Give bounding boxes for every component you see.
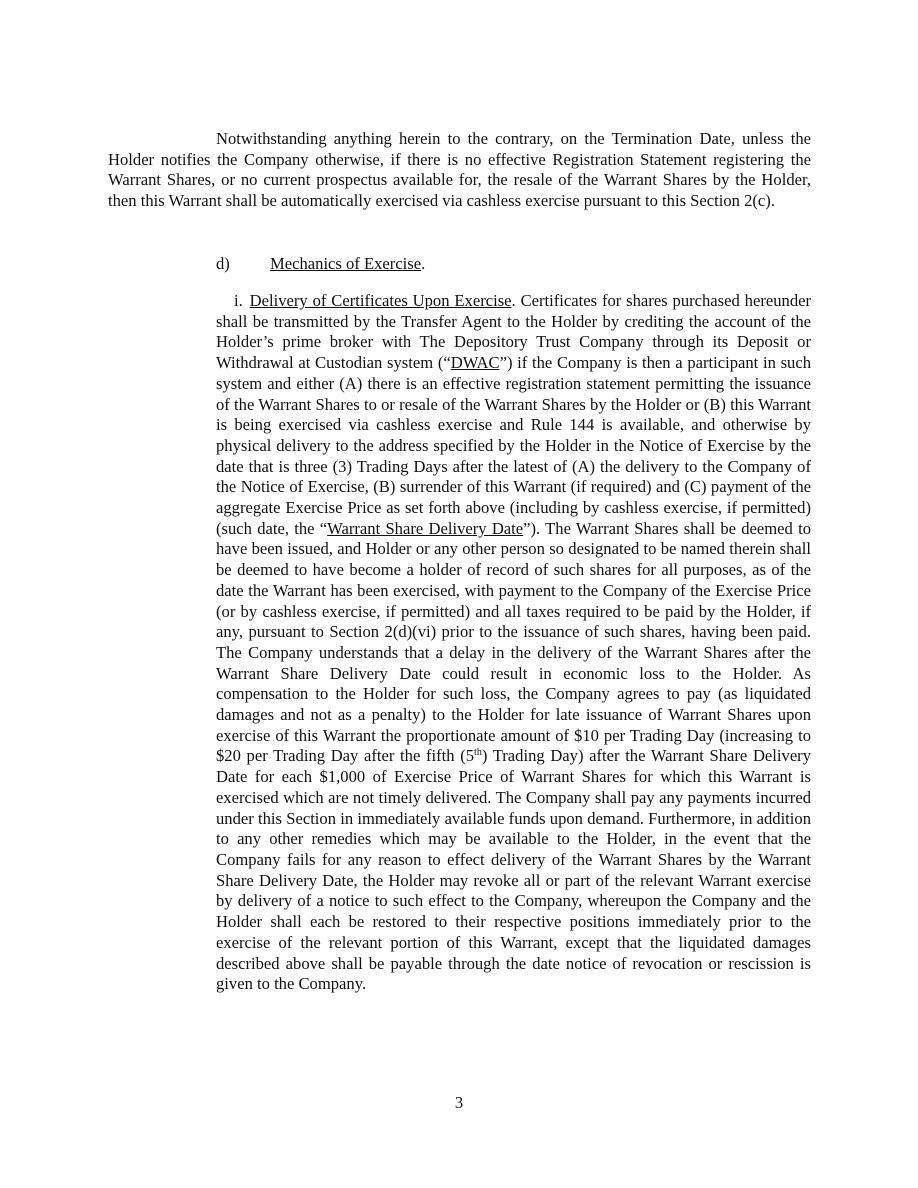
subsection-title: Delivery of Certificates Upon Exercise <box>249 291 512 310</box>
delivery-of-certificates-paragraph: i. Delivery of Certificates Upon Exercise. Certificates for shares purchased hereunder shall be transmitted by the Transfer Agent to the Holder by crediting the account of the Holder’s prime broker with The Depository Trust Company through its Deposit or Withdrawal at Custodian system (“DWAC”) if the Company is then a participant in such system and either (A) there is an effective registration statement permitting the issuance of the Warrant Shares to or resale of the Warrant Shares by the Holder or (B) this Warrant is being exercised via cashless exercise and Rule 144 is available, and otherwise by physical delivery to the address specified by the Holder in the Notice of Exercise by the date that is three (3) Trading Days after the latest of (A) the delivery to the Company of the Notice of Exercise, (B) surrender of this Warrant (if required) and (C) payment of the aggregate Exercise Price as set forth above (including by cashless exercise, if permitted) (such date, the “Warrant Share Delivery Date”). The Warrant Shares shall be deemed to have been issued, and Holder or any other person so designated to be named therein shall be deemed to have become a holder of record of such shares for all purposes, as of the date the Warrant has been exercised, with payment to the Company of the Exercise Price (or by cashless exercise, if permitted) and all taxes required to be paid by the Holder, if any, pursuant to Section 2(d)(vi) prior to the issuance of such shares, having been paid. The Company understands that a delay in the delivery of the Warrant Shares after the Warrant Share Delivery Date could result in economic loss to the Holder. As compensation to the Holder for such loss, the Company agrees to pay (as liquidated damages and not as a penalty) to the Holder for late issuance of Warrant Shares upon exercise of this Warrant the proportionate amount of $10 per Trading Day (increasing to $20 per Trading Day after the fifth (5th) Trading Day) after the Warrant Share Delivery Date for each $1,000 of Exercise Price of Warrant Shares for which this Warrant is exercised which are not timely delivered. The Company shall pay any payments incurred under this Section in immediately available funds upon demand. Furthermore, in addition to any other remedies which may be available to the Holder, in the event that the Company fails for any reason to effect delivery of the Warrant Shares by the Warrant Share Delivery Date, the Holder may revoke all or part of the relevant Warrant exercise by delivery of a notice to such effect to the Company, whereupon the Company and the Holder shall each be restored to their respective positions immediately prior to the exercise of the relevant portion of this Warrant, except that the liquidated damages described above shall be payable through the date notice of revocation or rescission is given to the Company. <box>216 291 812 994</box>
section-d-title: Mechanics of Exercise <box>270 254 422 273</box>
termination-date-paragraph: Notwithstanding anything herein to the contrary, on the Termination Date, unless the Holder notifies the Company otherwise, if there is no effective Registration Statement registering the Warrant Shares, or no current prospectus available for, the resale of the Warrant Shares by the Holder, then this Warrant shall be automatically exercised via cashless exercise pursuant to this Section 2(c). <box>108 129 811 211</box>
subsection-text-3: ”). The Warrant Shares shall be deemed to have been issued, and Holder or any other person so designated to be named therein shall be deemed to have become a holder of record of such shares for all purposes, as of the date the Warrant has been exercised, with payment to the Company of the Exercise Price (or by cashless exercise, if permitted) and all taxes required to be paid by the Holder, if any, pursuant to Section 2(d)(vi) prior to the issuance of such shares, having been paid. The Company understands that a delay in the delivery of the Warrant Shares after the Warrant Share Delivery Date could result in economic loss to the Holder. As compensation to the Holder for such loss, the Company agrees to pay (as liquidated damages and not as a penalty) to the Holder for late issuance of Warrant Shares upon exercise of this Warrant the proportionate amount of $10 per Trading Day (increasing to $20 per Trading Day after the fifth (5 <box>216 518 812 766</box>
subsection-text-1: Certificates for shares purchased hereunder shall be transmitted by the Transfer Agent to the Holder by crediting the account of the Holder’s prime broker with The Depository Trust Company through its Deposit or Withdrawal at Custodian system (“ <box>216 291 812 373</box>
delivery-date-term: Warrant Share Delivery Date <box>327 518 524 538</box>
dwac-term: DWAC <box>450 353 500 373</box>
subsection-text-2: ”) if the Company is then a participant in such system and either (A) there is an effective registration statement permitting the issuance of the Warrant Shares to or resale of the Warrant Shares by the Holder or (B) this Warrant is being exercised via cashless exercise and Rule 144 is available, and otherwise by physical delivery to the address specified by the Holder in the Notice of Exercise by the date that is three (3) Trading Days after the latest of (A) the delivery to the Company of the Notice of Exercise, (B) surrender of this Warrant (if required) and (C) payment of the aggregate Exercise Price as set forth above (including by cashless exercise, if permitted) (such date, the “ <box>216 353 812 538</box>
section-d-letter: d) <box>216 254 230 273</box>
superscript-th: th <box>474 747 482 759</box>
subsection-number: i. <box>234 291 243 310</box>
page-number: 3 <box>454 1093 464 1112</box>
subsection-text-4: ) Trading Day) after the Warrant Share Delivery Date for each $1,000 of Exercise Price of Warrant Shares for which this Warrant is exercised which are not timely delivered. The Company shall pay any payments incurred under this Section in immediately available funds upon demand. Furthermore, in addition to any other remedies which may be available to the Holder, in the event that the Company fails for any reason to effect delivery of the Warrant Shares by the Warrant Share Delivery Date, the Holder may revoke all or part of the relevant Warrant exercise by delivery of a notice to such effect to the Company, whereupon the Company and the Holder shall each be restored to their respective positions immediately prior to the exercise of the relevant portion of this Warrant, except that the liquidated damages described above shall be payable through the date notice of revocation or rescission is given to the Company. <box>216 746 812 994</box>
section-d-heading: d) Mechanics of Exercise. <box>216 254 426 273</box>
